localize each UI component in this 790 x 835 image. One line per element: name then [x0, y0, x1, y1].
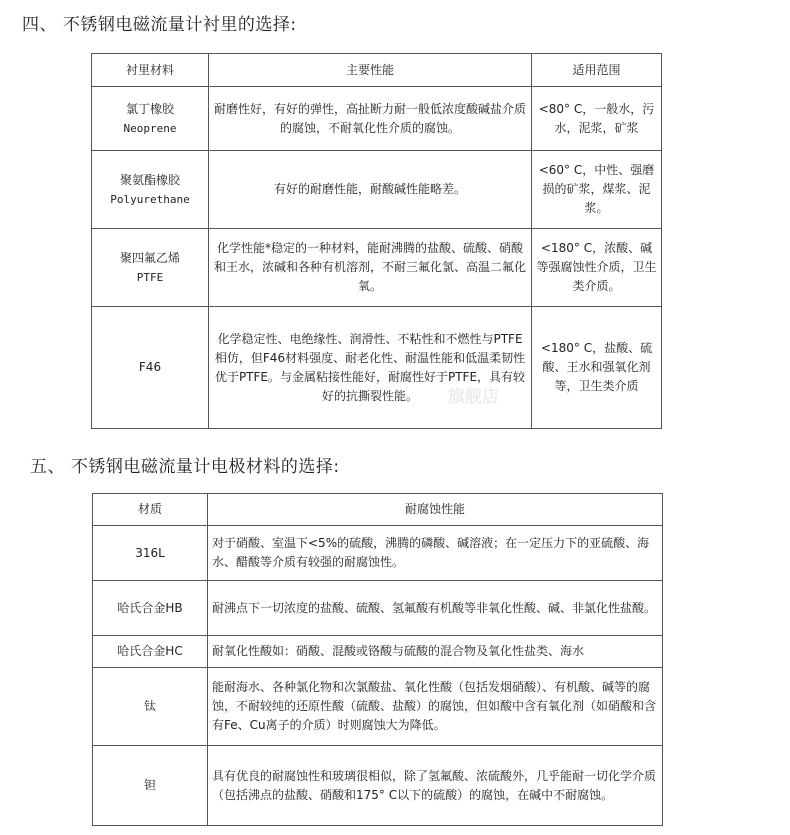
performance-cell: 化学性能*稳定的一种材料，能耐沸腾的盐酸、硫酸、硝酸和王水，浓碱和各种有机溶剂，不耐三氟化氯、高温二氟化氧。: [209, 229, 532, 307]
material-cell: 哈氏合金HC: [93, 636, 208, 668]
material-cell: 钽: [93, 746, 208, 826]
material-name-cn: 聚氨酯橡胶: [119, 172, 180, 187]
resistance-cell: 耐氧化性酸如：硝酸、混酸或铬酸与硫酸的混合物及氧化性盐类、海水: [208, 636, 663, 668]
scope-cell: <60° C，中性、强磨损的矿浆，煤浆、泥浆。: [532, 151, 662, 229]
lining-section-heading: 四、 不锈钢电磁流量计衬里的选择:: [22, 15, 297, 35]
material-cell: 钛: [93, 668, 208, 746]
resistance-cell: 能耐海水、各种氯化物和次氯酸盐、氧化性酸（包括发烟硝酸）、有机酸、碱等的腐蚀，不耐较纯的还原性酸（硫酸、盐酸）的腐蚀，但如酸中含有氧化剂（如硝酸和含有Fe、Cu离子的介质）时则腐蚀大为降低。: [208, 668, 663, 746]
table-row: [93, 526, 663, 581]
material-cell: [92, 151, 209, 229]
scope-cell: <180° C，盐酸、硫酸、王水和强氧化剂等，卫生类介质: [532, 307, 662, 429]
table-row: [93, 668, 663, 746]
watermark: 旗舰店: [448, 387, 499, 407]
column-header-applicable-scope: 适用范围: [532, 54, 662, 87]
performance-cell: 化学稳定性、电绝缘性、润滑性、不粘性和不燃性与PTFE相仿，但F46材料强度、耐老化性、耐温性能和低温柔韧性优于PTFE。与金属粘接性能好，耐腐性好于PTFE，具有较好的抗撕裂性能。: [209, 307, 532, 429]
material-name-en: Neoprene: [123, 121, 177, 135]
material-name-en: PTFE: [136, 270, 164, 284]
table-row: [92, 229, 662, 307]
table-row: [92, 307, 662, 429]
resistance-cell: 对于硝酸、室温下<5%的硫酸，沸腾的磷酸、碱溶液；在一定压力下的亚硫酸、海水、醋酸等介质有较强的耐腐蚀性。: [208, 526, 663, 581]
material-name-cn: 氯丁橡胶: [125, 101, 174, 116]
resistance-cell: 耐沸点下一切浓度的盐酸、硫酸、氢氟酸有机酸等非氧化性酸、碱、非氯化性盐酸。: [208, 581, 663, 636]
material-name-cn: 聚四氟乙烯: [119, 250, 180, 265]
column-header-corrosion-resistance: 耐腐蚀性能: [208, 494, 663, 526]
table-row: [93, 581, 663, 636]
electrode-material-table: [92, 493, 663, 826]
material-cell: [92, 87, 209, 151]
column-header-material: 材质: [93, 494, 208, 526]
material-cell: [92, 229, 209, 307]
material-name-en: Polyurethane: [110, 192, 190, 206]
material-cell: 316L: [93, 526, 208, 581]
performance-cell: 有好的耐磨性能，耐酸碱性能略差。: [209, 151, 532, 229]
material-name-cn: F46: [138, 360, 162, 374]
scope-cell: <80° C，一般水，污水，泥浆，矿浆: [532, 87, 662, 151]
table-header-row: [92, 54, 662, 87]
performance-cell: 耐磨性好，有好的弹性，高扯断力耐一般低浓度酸碱盐介质的腐蚀，不耐氧化性介质的腐蚀。: [209, 87, 532, 151]
table-row: [93, 636, 663, 668]
material-cell: 哈氏合金HB: [93, 581, 208, 636]
table-header-row: [93, 494, 663, 526]
electrode-section-heading: 五、 不锈钢电磁流量计电极材料的选择:: [30, 457, 340, 477]
lining-material-table: [91, 53, 662, 429]
material-cell: [92, 307, 209, 429]
scope-cell: <180° C，浓酸、碱等强腐蚀性介质，卫生类介质。: [532, 229, 662, 307]
column-header-lining-material: 衬里材料: [92, 54, 209, 87]
table-row: [92, 87, 662, 151]
resistance-cell: 具有优良的耐腐蚀性和玻璃很相似，除了氢氟酸、浓硫酸外，几乎能耐一切化学介质（包括沸点的盐酸、硝酸和175° C以下的硫酸）的腐蚀，在碱中不耐腐蚀。: [208, 746, 663, 826]
column-header-main-performance: 主要性能: [209, 54, 532, 87]
table-row: [92, 151, 662, 229]
table-row: [93, 746, 663, 826]
